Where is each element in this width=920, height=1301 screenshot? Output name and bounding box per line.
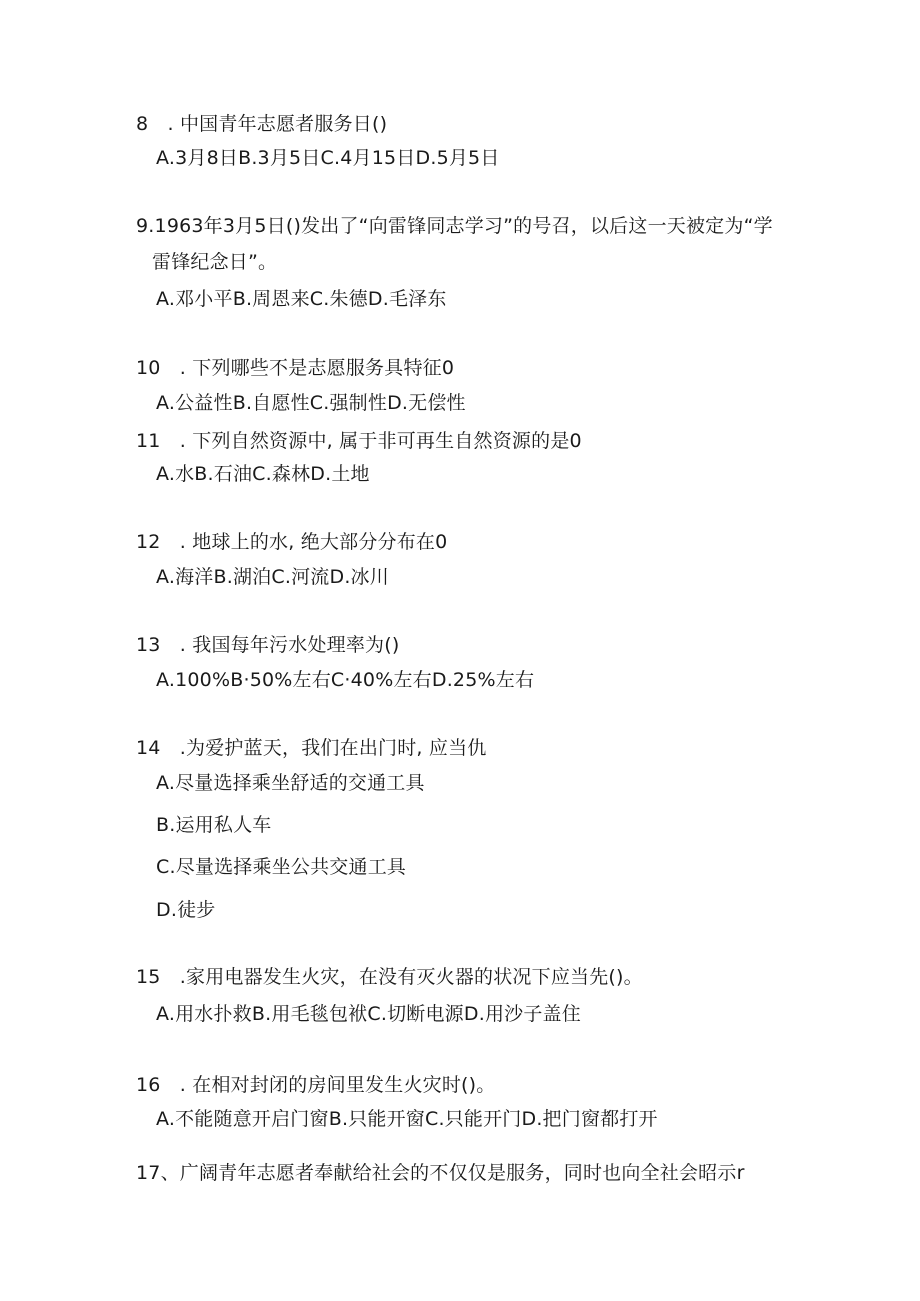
question-17-stem: 17、广阔青年志愿者奉献给社会的不仅仅是服务，同时也向全社会昭示r (136, 1162, 745, 1184)
question-14-option-a: A.尽量选择乘坐舒适的交通工具 (156, 772, 425, 794)
question-14-option-b: B.运用私人车 (156, 814, 272, 836)
question-13-options: A.100%B·50%左右C·40%左右D.25%左右 (156, 669, 535, 691)
question-15-options: A.用水扑救B.用毛毯包袱C.切断电源D.用沙子盖住 (156, 1003, 581, 1025)
question-10-stem: 10 . 下列哪些不是志愿服务具特征0 (136, 357, 455, 379)
question-12-stem: 12 . 地球上的水, 绝大部分分布在0 (136, 531, 448, 553)
question-9-stem-continued: 雷锋纪念日”。 (152, 251, 278, 273)
question-8-stem: 8 . 中国青年志愿者服务日() (136, 113, 388, 135)
question-9-stem: 9.1963年3月5日()发出了“向雷锋同志学习”的号召，以后这一天被定为“学 (136, 215, 773, 237)
question-10-options: A.公益性B.自愿性C.强制性D.无偿性 (156, 392, 466, 414)
question-13-stem: 13 . 我国每年污水处理率为() (136, 634, 400, 656)
question-9-options: A.邓小平B.周恩来C.朱德D.毛泽东 (156, 288, 447, 310)
question-15-stem: 15 .家用电器发生火灾，在没有灭火器的状况下应当先()。 (136, 966, 643, 988)
question-16-options: A.不能随意开启门窗B.只能开窗C.只能开门D.把门窗都打开 (156, 1108, 658, 1130)
question-14-option-d: D.徒步 (156, 899, 216, 921)
question-8-options: A.3月8日B.3月5日C.4月15日D.5月5日 (156, 147, 500, 169)
question-14-stem: 14 .为爱护蓝天，我们在出门时, 应当仇 (136, 737, 487, 759)
question-11-options: A.水B.石油C.森林D.土地 (156, 463, 370, 485)
question-16-stem: 16 . 在相对封闭的房间里发生火灾时()。 (136, 1074, 496, 1096)
question-14-option-c: C.尽量选择乘坐公共交通工具 (156, 856, 407, 878)
question-12-options: A.海洋B.湖泊C.河流D.冰川 (156, 566, 389, 588)
question-11-stem: 11 . 下列自然资源中, 属于非可再生自然资源的是0 (136, 430, 582, 452)
